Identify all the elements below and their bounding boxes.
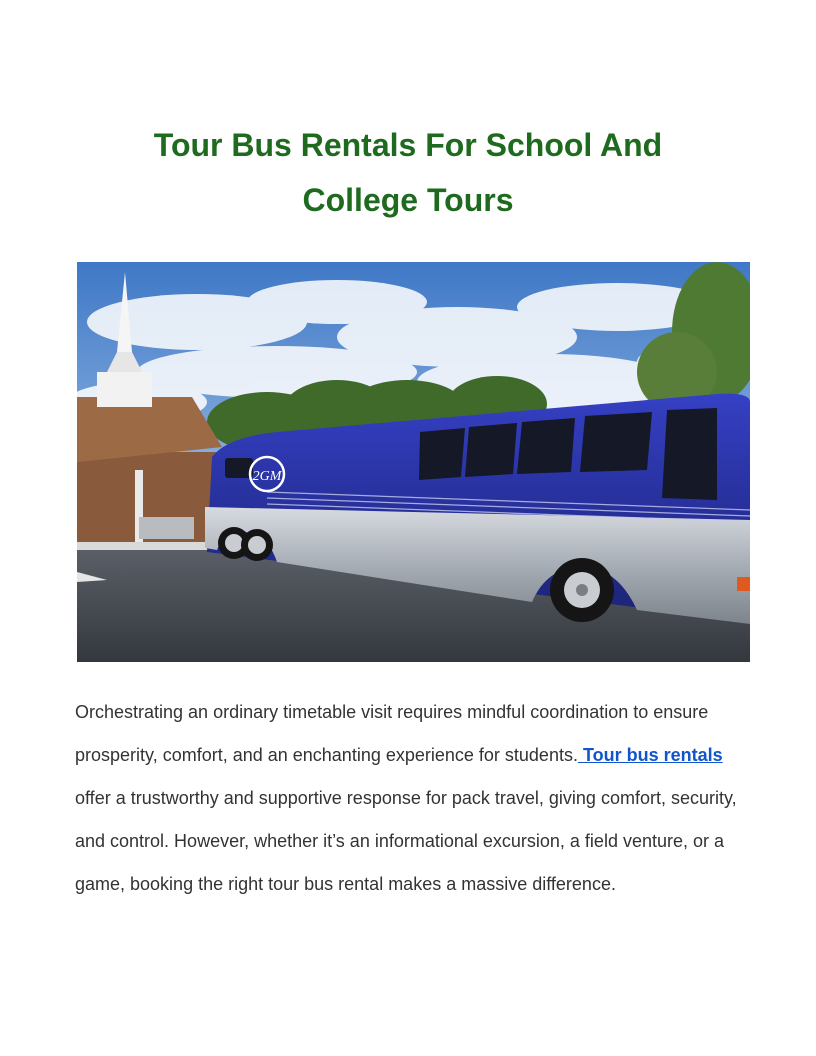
bus-logo-text: 2GM — [252, 469, 282, 484]
tour-bus-photo — [77, 262, 750, 662]
tour-bus-rentals-link[interactable]: Tour bus rentals — [577, 745, 723, 765]
intro-paragraph — [75, 691, 745, 906]
paragraph-text-before-link: Orchestrating an ordinary timetable visit requires mindful coordination to ensure prosperity, comfort, and an enchanting experience for students. — [75, 702, 709, 765]
document-title: Tour Bus Rentals For School And College Tours — [153, 127, 663, 218]
paragraph-text-after-link: offer a trustworthy and supportive response for pack travel, giving comfort, security, and control. However, whether it’s an informational excursion, a field venture, or a game, booking the right tour bus rental makes a massive difference. — [75, 788, 737, 894]
